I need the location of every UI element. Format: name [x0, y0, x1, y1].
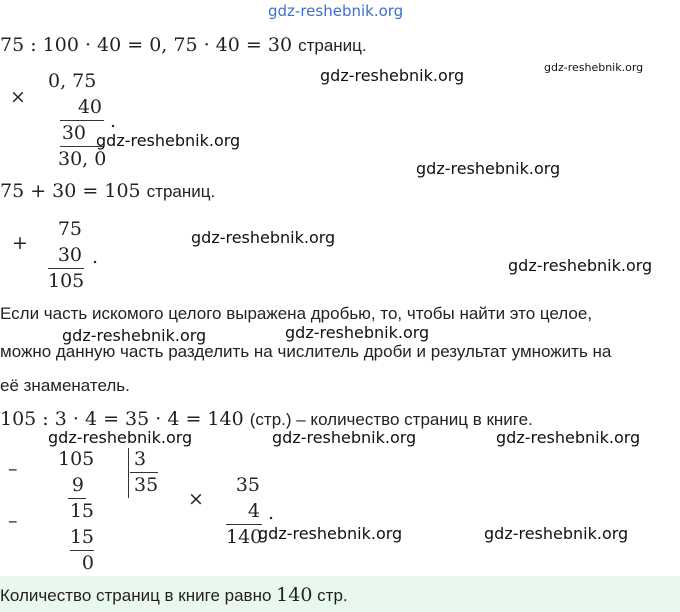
div-line-2 — [70, 550, 94, 551]
mult-2-dot: . — [268, 502, 275, 524]
div-minus-2: – — [8, 510, 18, 532]
watermark: gdz-reshebnik.org — [544, 61, 644, 74]
rule-line-3: её знаменатель. — [0, 376, 130, 395]
formula-2-expression: 75 + 30 = 105 — [0, 180, 141, 202]
watermark: gdz-reshebnik.org — [258, 524, 403, 543]
formula-3-expression: 105 : 3 · 4 = 35 · 4 = 140 — [0, 408, 244, 430]
add-sign: + — [12, 232, 28, 254]
div-quotient-line — [130, 472, 158, 473]
long-division — [0, 446, 180, 576]
watermark: gdz-reshebnik.org — [96, 131, 241, 150]
div-sub-1: 9 — [71, 474, 84, 496]
answer-text: Количество страниц в книге равно — [0, 586, 272, 605]
formula-1-expression: 75 : 100 · 40 = 0, 75 · 40 = 30 — [0, 34, 293, 56]
div-sub-2: 15 — [69, 526, 94, 548]
div-rem-1: 15 — [69, 500, 94, 522]
mult-2-line — [226, 524, 262, 525]
watermark: gdz-reshebnik.org — [272, 428, 417, 447]
div-divisor: 3 — [134, 448, 147, 470]
rule-line-2: можно данную часть разделить на числитель дроби и результат умножить на — [0, 342, 612, 361]
addition — [0, 216, 120, 296]
formula-3 — [0, 408, 533, 430]
mult-2-second: 4 — [247, 500, 260, 522]
div-rem-2: 0 — [81, 552, 94, 574]
formula-1-unit: страниц. — [298, 36, 367, 55]
mult-1-partial: 30 — [61, 122, 86, 144]
rule-line-1: Если часть искомого целого выражена дробью, то, чтобы найти это целое, — [0, 304, 593, 323]
mult-1-top: 0, 75 — [48, 70, 97, 92]
formula-2-unit: страниц. — [146, 182, 216, 201]
add-second: 30 — [57, 244, 82, 266]
div-dividend: 105 — [58, 448, 95, 470]
mult-2-result: 140 — [226, 526, 263, 548]
mult-2-sign: × — [188, 488, 204, 510]
div-minus-1: – — [8, 458, 18, 480]
answer — [0, 584, 348, 606]
formula-3-unit: (стр.) – количество страниц в книге. — [249, 410, 533, 429]
watermark: gdz-reshebnik.org — [416, 159, 561, 178]
mult-1-sign: × — [10, 86, 26, 108]
add-top: 75 — [57, 218, 82, 240]
watermark: gdz-reshebnik.org — [285, 323, 430, 342]
div-vertical-line — [128, 448, 129, 498]
div-line-1 — [68, 498, 86, 499]
watermark: gdz-reshebnik.org — [62, 326, 207, 345]
add-dot: . — [92, 246, 99, 268]
watermark: gdz-reshebnik.org — [48, 428, 193, 447]
multiplication-1 — [0, 68, 140, 178]
div-quotient: 35 — [134, 474, 159, 496]
mult-1-second: 40 — [77, 96, 102, 118]
mult-1-line-1 — [60, 120, 104, 121]
answer-unit: стр. — [317, 586, 348, 605]
formula-1 — [0, 34, 367, 56]
mult-1-result: 30, 0 — [58, 148, 107, 170]
watermark: gdz-reshebnik.org — [496, 428, 641, 447]
answer-value: 140 — [276, 584, 313, 606]
watermark: gdz-reshebnik.org — [191, 228, 336, 247]
watermark: gdz-reshebnik.org — [320, 66, 465, 85]
watermark-top: gdz-reshebnik.org — [268, 2, 404, 20]
add-line — [48, 268, 84, 269]
watermark: gdz-reshebnik.org — [484, 524, 629, 543]
add-result: 105 — [48, 270, 85, 292]
mult-2-top: 35 — [235, 474, 260, 496]
mult-1-dot: . — [110, 110, 117, 132]
watermark: gdz-reshebnik.org — [508, 256, 653, 275]
formula-2 — [0, 180, 215, 202]
